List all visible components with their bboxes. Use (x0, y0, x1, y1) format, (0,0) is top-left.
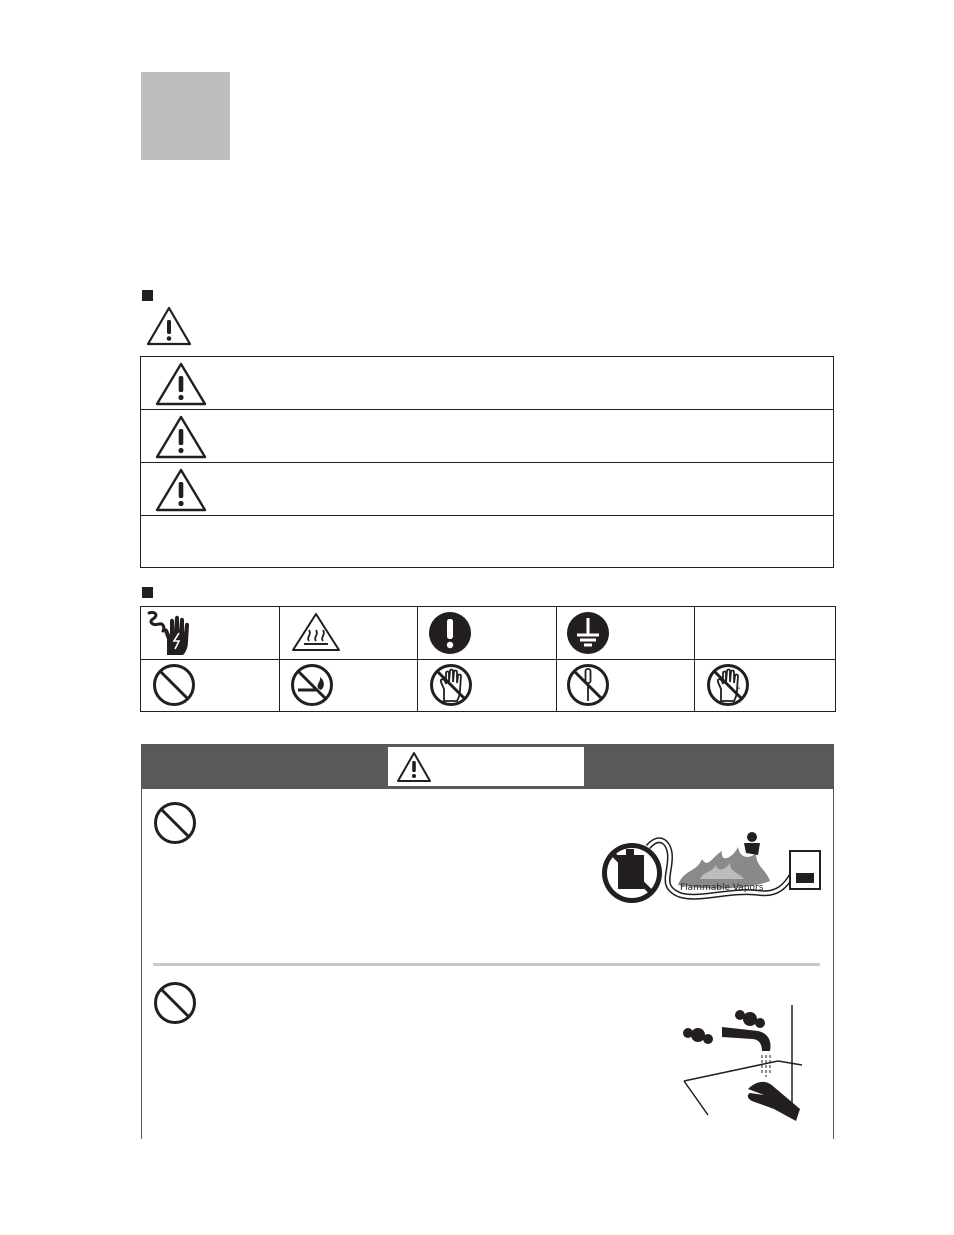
warning-triangle-icon (145, 305, 193, 347)
hot-water-faucet-hand-illustration (678, 1005, 808, 1125)
signal-row-4 (141, 516, 833, 567)
do-not-touch-icon (429, 663, 473, 707)
signal-words-table (140, 356, 834, 568)
electric-shock-hand-icon (145, 609, 195, 657)
symbols-table (140, 606, 836, 712)
warning-divider (153, 963, 820, 966)
signal-row-2 (141, 410, 833, 463)
do-not-disassemble-icon (566, 663, 610, 707)
warning-header-bar (142, 745, 833, 789)
warning-triangle-icon (396, 751, 432, 783)
section-marker (142, 290, 153, 301)
hot-surface-icon (290, 611, 342, 653)
signal-row-1 (141, 357, 833, 410)
prohibition-icon (152, 663, 196, 707)
mandatory-action-icon (428, 611, 472, 655)
prohibition-icon (153, 801, 197, 845)
warning-panel (141, 744, 834, 1139)
ground-icon (566, 611, 610, 655)
warning-triangle-icon (154, 467, 208, 513)
no-wet-hands-icon (706, 663, 750, 707)
signal-row-3 (141, 463, 833, 516)
section-marker (142, 587, 153, 598)
no-open-flame-icon (290, 663, 334, 707)
chapter-tab (141, 72, 230, 160)
flammable-vapors-label: Flammable Vapors (680, 883, 764, 893)
prohibition-icon (153, 981, 197, 1025)
warning-header-label (388, 747, 584, 786)
warning-triangle-icon (154, 361, 208, 407)
flammable-vapors-illustration (600, 829, 822, 907)
warning-triangle-icon (154, 414, 208, 460)
